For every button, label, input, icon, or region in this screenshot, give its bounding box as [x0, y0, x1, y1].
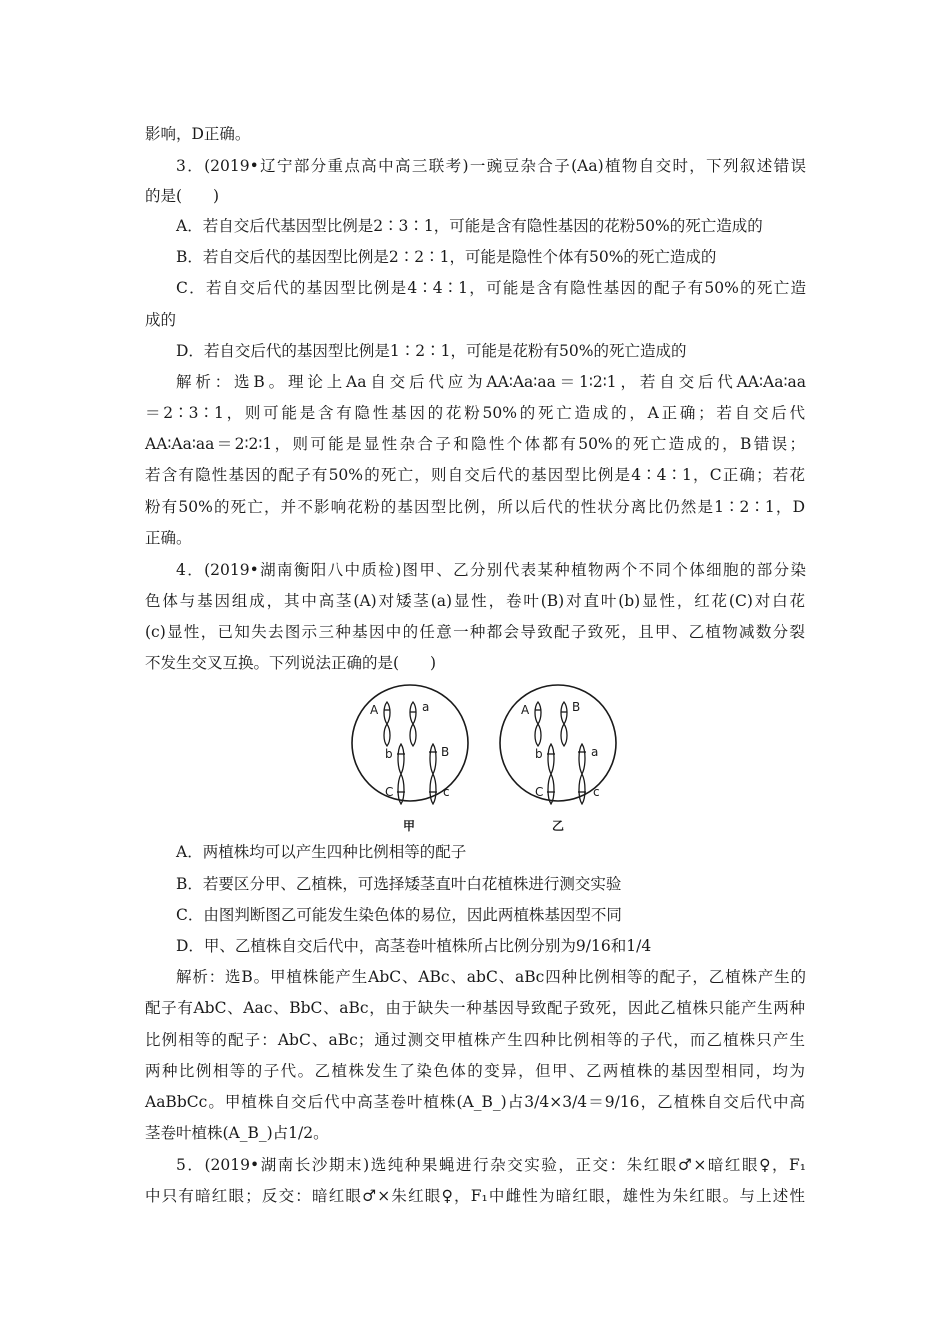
question-3-analysis-line: AA∶Aa∶aa＝2∶2∶1，则可能是显性杂合子和隐性个体都有50%的死亡造成的，B错误； — [145, 435, 805, 453]
cell-yi — [500, 685, 616, 833]
gene-label: c — [443, 785, 450, 799]
question-3-option-a: A．若自交后代基因型比例是2∶3∶1，可能是含有隐性基因的花粉50%的死亡造成的 — [176, 217, 763, 235]
text-line: 影响，D正确。 — [145, 125, 251, 143]
gene-label: a — [591, 745, 599, 759]
question-5-stem-cont: 中只有暗红眼；反交：暗红眼♂×朱红眼♀，F₁中雌性为暗红眼，雄性为朱红眼。与上述性 — [145, 1187, 805, 1205]
question-4-analysis-line: 两种比例相等的子代。乙植株发生了染色体的变异，但甲、乙两植株的基因型相同，均为 — [145, 1062, 805, 1080]
question-3-analysis-line: 若含有隐性基因的配子有50%的死亡，则自交后代的基因型比例是4∶4∶1，C正确；若花 — [145, 466, 805, 484]
figure-caption: 乙 — [552, 819, 565, 833]
question-4-analysis-line: 茎卷叶植株(A_B_)占1/2。 — [145, 1124, 329, 1142]
gene-label: B — [572, 700, 581, 714]
gene-label: B — [441, 745, 450, 759]
question-4-stem-cont: 不发生交叉互换。下列说法正确的是( ) — [145, 654, 437, 672]
gene-label: b — [385, 747, 393, 761]
cell-jia — [352, 685, 468, 833]
question-5-stem: 5．(2019•湖南长沙期末)选纯种果蝇进行杂交实验，正交：朱红眼♂×暗红眼♀，F₁ — [176, 1156, 806, 1174]
question-3-analysis: 解析：选B。理论上Aa自交后代应为AA∶Aa∶aa＝1∶2∶1，若自交后代AA∶Aa∶aa — [176, 373, 806, 391]
question-4-option-b: B．若要区分甲、乙植株，可选择矮茎直叶白花植株进行测交实验 — [176, 875, 622, 893]
gene-label: b — [535, 747, 543, 761]
gene-label: C — [385, 785, 394, 799]
question-3-analysis-line: 正确。 — [145, 529, 192, 547]
gene-label: A — [370, 703, 379, 717]
gene-label: c — [593, 785, 600, 799]
figure-caption: 甲 — [403, 819, 416, 833]
question-3-analysis-line: ＝2∶3∶1，则可能是含有隐性基因的花粉50%的死亡造成的，A正确；若自交后代 — [145, 404, 805, 422]
question-4-stem-cont: (c)显性，已知失去图示三种基因中的任意一种都会导致配子致死，且甲、乙植物减数分裂 — [145, 623, 805, 641]
gene-label: C — [535, 785, 544, 799]
question-4-analysis-line: 配子有AbC、Aac、BbC、aBc，由于缺失一种基因导致配子致死，因此乙植株只能产生两种 — [145, 999, 805, 1017]
gene-label: A — [521, 703, 530, 717]
gene-label: a — [422, 700, 430, 714]
question-4-stem-cont: 色体与基因组成，其中高茎(A)对矮茎(a)显性，卷叶(B)对直叶(b)显性，红花(C)对白花 — [145, 592, 805, 610]
question-4-analysis-line: AaBbCc。甲植株自交后代中高茎卷叶植株(A_B_)占3/4×3/4＝9/16，乙植株自交后代中高 — [145, 1093, 805, 1111]
question-3-analysis-line: 粉有50%的死亡，并不影响花粉的基因型比例，所以后代的性状分离比仍然是1∶2∶1，D — [145, 498, 805, 516]
question-3-option-d: D．若自交后代的基因型比例是1∶2∶1，可能是花粉有50%的死亡造成的 — [176, 342, 687, 360]
chromosome-figure — [345, 676, 625, 836]
question-4-option-d: D．甲、乙植株自交后代中，高茎卷叶植株所占比例分别为9/16和1/4 — [176, 937, 652, 955]
question-3-stem: 3．(2019•辽宁部分重点高中高三联考)一豌豆杂合子(Aa)植物自交时，下列叙述错误 — [176, 157, 806, 175]
question-4-option-c: C．由图判断图乙可能发生染色体的易位，因此两植株基因型不同 — [176, 906, 622, 924]
question-4-option-a: A．两植株均可以产生四种比例相等的配子 — [176, 843, 467, 861]
question-3-option-c-cont: 成的 — [145, 311, 177, 329]
question-3-option-b: B．若自交后代的基因型比例是2∶2∶1，可能是隐性个体有50%的死亡造成的 — [176, 248, 717, 266]
question-4-analysis-line: 比例相等的配子：AbC、aBc；通过测交甲植株产生四种比例相等的子代，而乙植株只产生 — [145, 1031, 805, 1049]
question-4-analysis: 解析：选B。甲植株能产生AbC、ABc、abC、aBc四种比例相等的配子，乙植株产生的 — [176, 968, 806, 986]
question-3-stem-cont: 的是( ) — [145, 187, 220, 205]
question-3-option-c: C．若自交后代的基因型比例是4∶4∶1，可能是含有隐性基因的配子有50%的死亡造 — [176, 279, 806, 297]
question-4-stem: 4．(2019•湖南衡阳八中质检)图甲、乙分别代表某种植物两个不同个体细胞的部分染 — [176, 561, 806, 579]
